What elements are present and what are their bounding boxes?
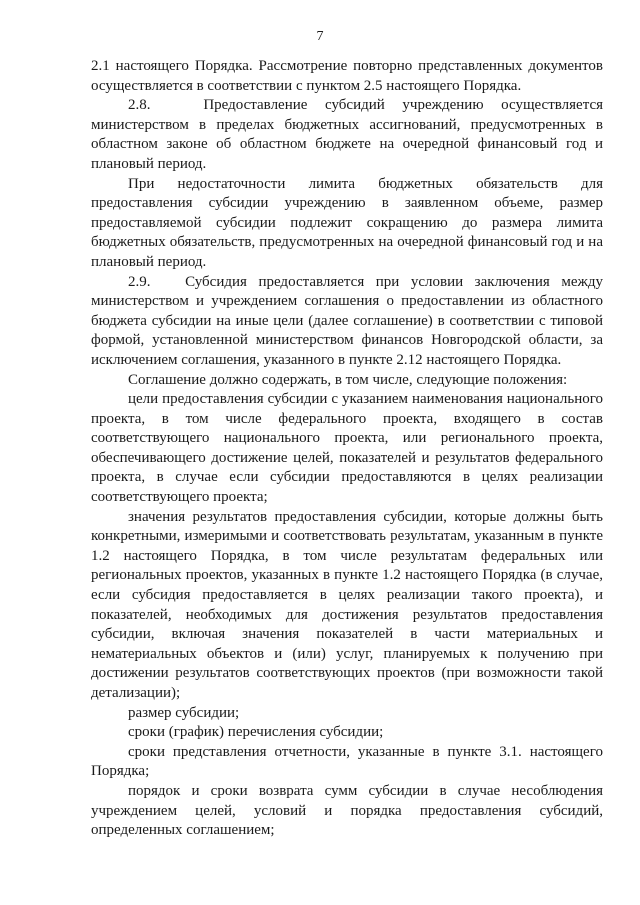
paragraph-budget-limit: При недостаточности лимита бюджетных обязательств для предоставления субсидии учреждению в заявленном объеме, размер предоставляемой субсидии подлежит сокращению до размера лимита бюджетных обязательств, предусмотренных на очередной финансовый год и на плановый период. xyxy=(91,175,603,270)
paragraph-2-9: 2.9. Субсидия предоставляется при условии заключения между министерством и учреждением соглашения о предоставлении из областного бюджета субсидии на иные цели (далее соглашение) в соответствии с типовой формой, установленной министерством финансов Новгородской области, за исключением соглашения, указанного в пункте 2.12 настоящего Порядка. xyxy=(91,273,603,368)
paragraph-2-8: 2.8. Предоставление субсидий учреждению осуществляется министерством в пределах бюджетных ассигнований, предусмотренных в областном законе об областном бюджете на очередной финансовый год и плановый период. xyxy=(91,97,603,172)
body-text xyxy=(91,57,603,841)
list-item-refund-procedure: порядок и сроки возврата сумм субсидии в случае несоблюдения учреждением целей, условий и порядка предоставления субсидий, определенных соглашением; xyxy=(91,782,603,839)
list-item-results: значения результатов предоставления субсидии, которые должны быть конкретными, измеримыми и соответствовать результатам, указанным в пункте 1.2 настоящего Порядка, в том числе результатам федеральных или региональных проектов, указанных в пункте 1.2 настоящего Порядка (в случае, если субсидия предоставляется в целях реализации такого проекта), и показателей, необходимых для достижения результатов предоставления субсидии, включая значения показателей в части материальных и нематериальных объектов и (или) услуг, планируемых к получению при достижении результатов соответствующих проектов (при возможности такой детализации); xyxy=(91,508,603,701)
paragraph-agreement-intro: Соглашение должно содержать, в том числе, следующие положения: xyxy=(128,371,568,388)
list-item-subsidy-amount: размер субсидии; xyxy=(128,704,240,721)
list-item-reporting-deadlines: сроки представления отчетности, указанные в пункте 3.1. настоящего Порядка; xyxy=(91,743,603,780)
list-item-goals: цели предоставления субсидии с указанием наименования национального проекта, в том числе федерального проекта, входящего в состав соответствующего национального проекта, или регионального проекта, обеспечивающего достижение целей, показателей и результатов федерального проекта, в случае если субсидии предоставляются в целях реализации соответствующего проекта; xyxy=(91,391,603,506)
list-item-transfer-schedule: сроки (график) перечисления субсидии; xyxy=(128,724,384,741)
page-number: 7 xyxy=(316,29,324,44)
paragraph-continuation-2-1: 2.1 настоящего Порядка. Рассмотрение повторно представленных документов осуществляется в соответствии с пунктом 2.5 настоящего Порядка. xyxy=(91,58,603,94)
